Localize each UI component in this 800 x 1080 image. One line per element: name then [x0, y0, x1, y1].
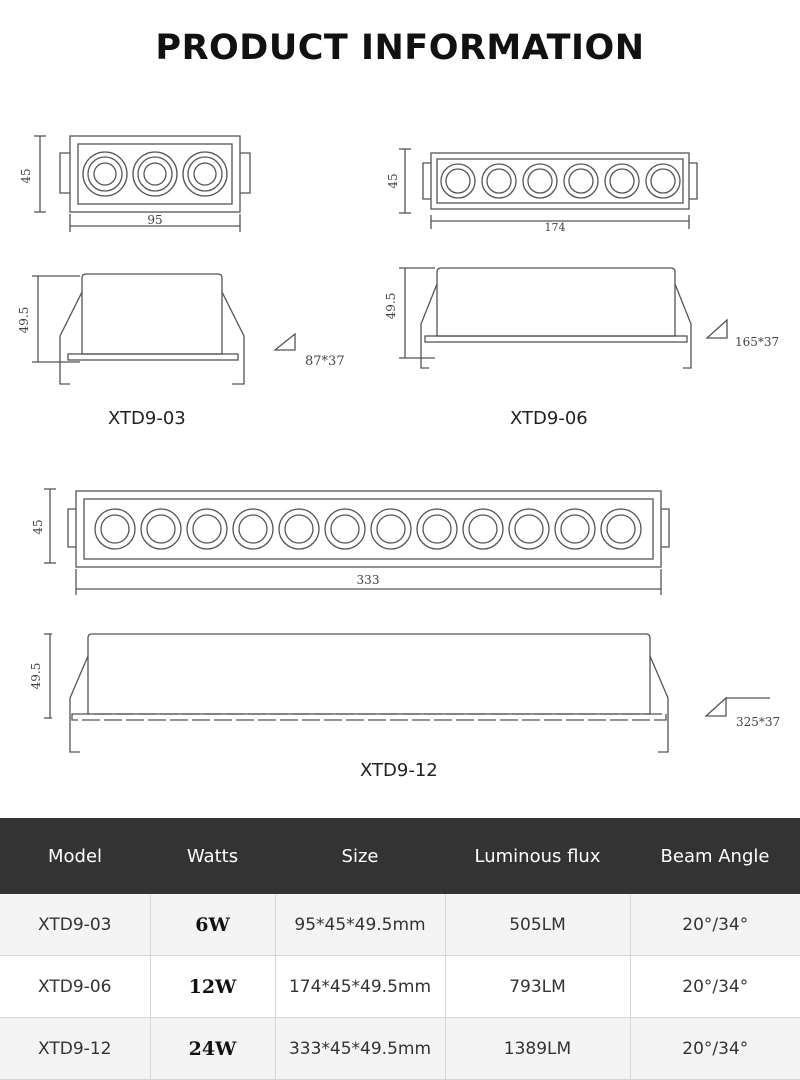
cell-beam-angle: 20°/34°: [630, 894, 800, 956]
side-view-xtd9-06: [385, 262, 785, 382]
cutout-dim: 87*37: [305, 354, 345, 369]
cutout-dim: 165*37: [735, 335, 780, 349]
height-dim: 45: [31, 519, 45, 535]
height-dim: 45: [386, 173, 400, 189]
cell-watts: 12W: [150, 956, 275, 1018]
cell-model: XTD9-06: [0, 956, 150, 1018]
height-dim: 45: [19, 168, 33, 184]
front-view-xtd9-12: [28, 485, 688, 600]
side-view-xtd9-03: [17, 268, 360, 398]
width-dim: 95: [147, 213, 163, 227]
cell-beam-angle: 20°/34°: [630, 1018, 800, 1080]
header-beam-angle: Beam Angle: [630, 818, 800, 894]
model-label-xtd9-03: XTD9-03: [108, 408, 186, 429]
width-dim: 333: [356, 573, 380, 587]
spec-table: [0, 818, 800, 1080]
cell-size: 333*45*49.5mm: [275, 1018, 445, 1080]
page-title: PRODUCT INFORMATION: [155, 28, 645, 68]
header-watts: Watts: [150, 818, 275, 894]
front-view-xtd9-06: [385, 143, 705, 238]
cell-watts: 6W: [150, 894, 275, 956]
cutout-dim: 325*37: [736, 715, 781, 729]
side-view-xtd9-12: [28, 628, 798, 763]
model-label-xtd9-06: XTD9-06: [510, 408, 588, 429]
cell-size: 174*45*49.5mm: [275, 956, 445, 1018]
cell-size: 95*45*49.5mm: [275, 894, 445, 956]
table-header-row: [0, 818, 800, 894]
model-label-xtd9-12: XTD9-12: [360, 760, 438, 781]
depth-dim: 49.5: [384, 292, 398, 320]
cell-beam-angle: 20°/34°: [630, 956, 800, 1018]
header-size: Size: [275, 818, 445, 894]
table-row: [0, 894, 800, 956]
header-model: Model: [0, 818, 150, 894]
header-luminous-flux: Luminous flux: [445, 818, 630, 894]
cell-model: XTD9-12: [0, 1018, 150, 1080]
front-view-xtd9-03: [20, 128, 260, 238]
cell-model: XTD9-03: [0, 894, 150, 956]
width-dim: 174: [544, 221, 566, 234]
table-row: [0, 1018, 800, 1080]
cell-watts: 24W: [150, 1018, 275, 1080]
depth-dim: 49.5: [17, 306, 31, 334]
cell-luminous-flux: 793LM: [445, 956, 630, 1018]
table-row: [0, 956, 800, 1018]
depth-dim: 49.5: [29, 662, 43, 690]
cell-luminous-flux: 1389LM: [445, 1018, 630, 1080]
cell-luminous-flux: 505LM: [445, 894, 630, 956]
